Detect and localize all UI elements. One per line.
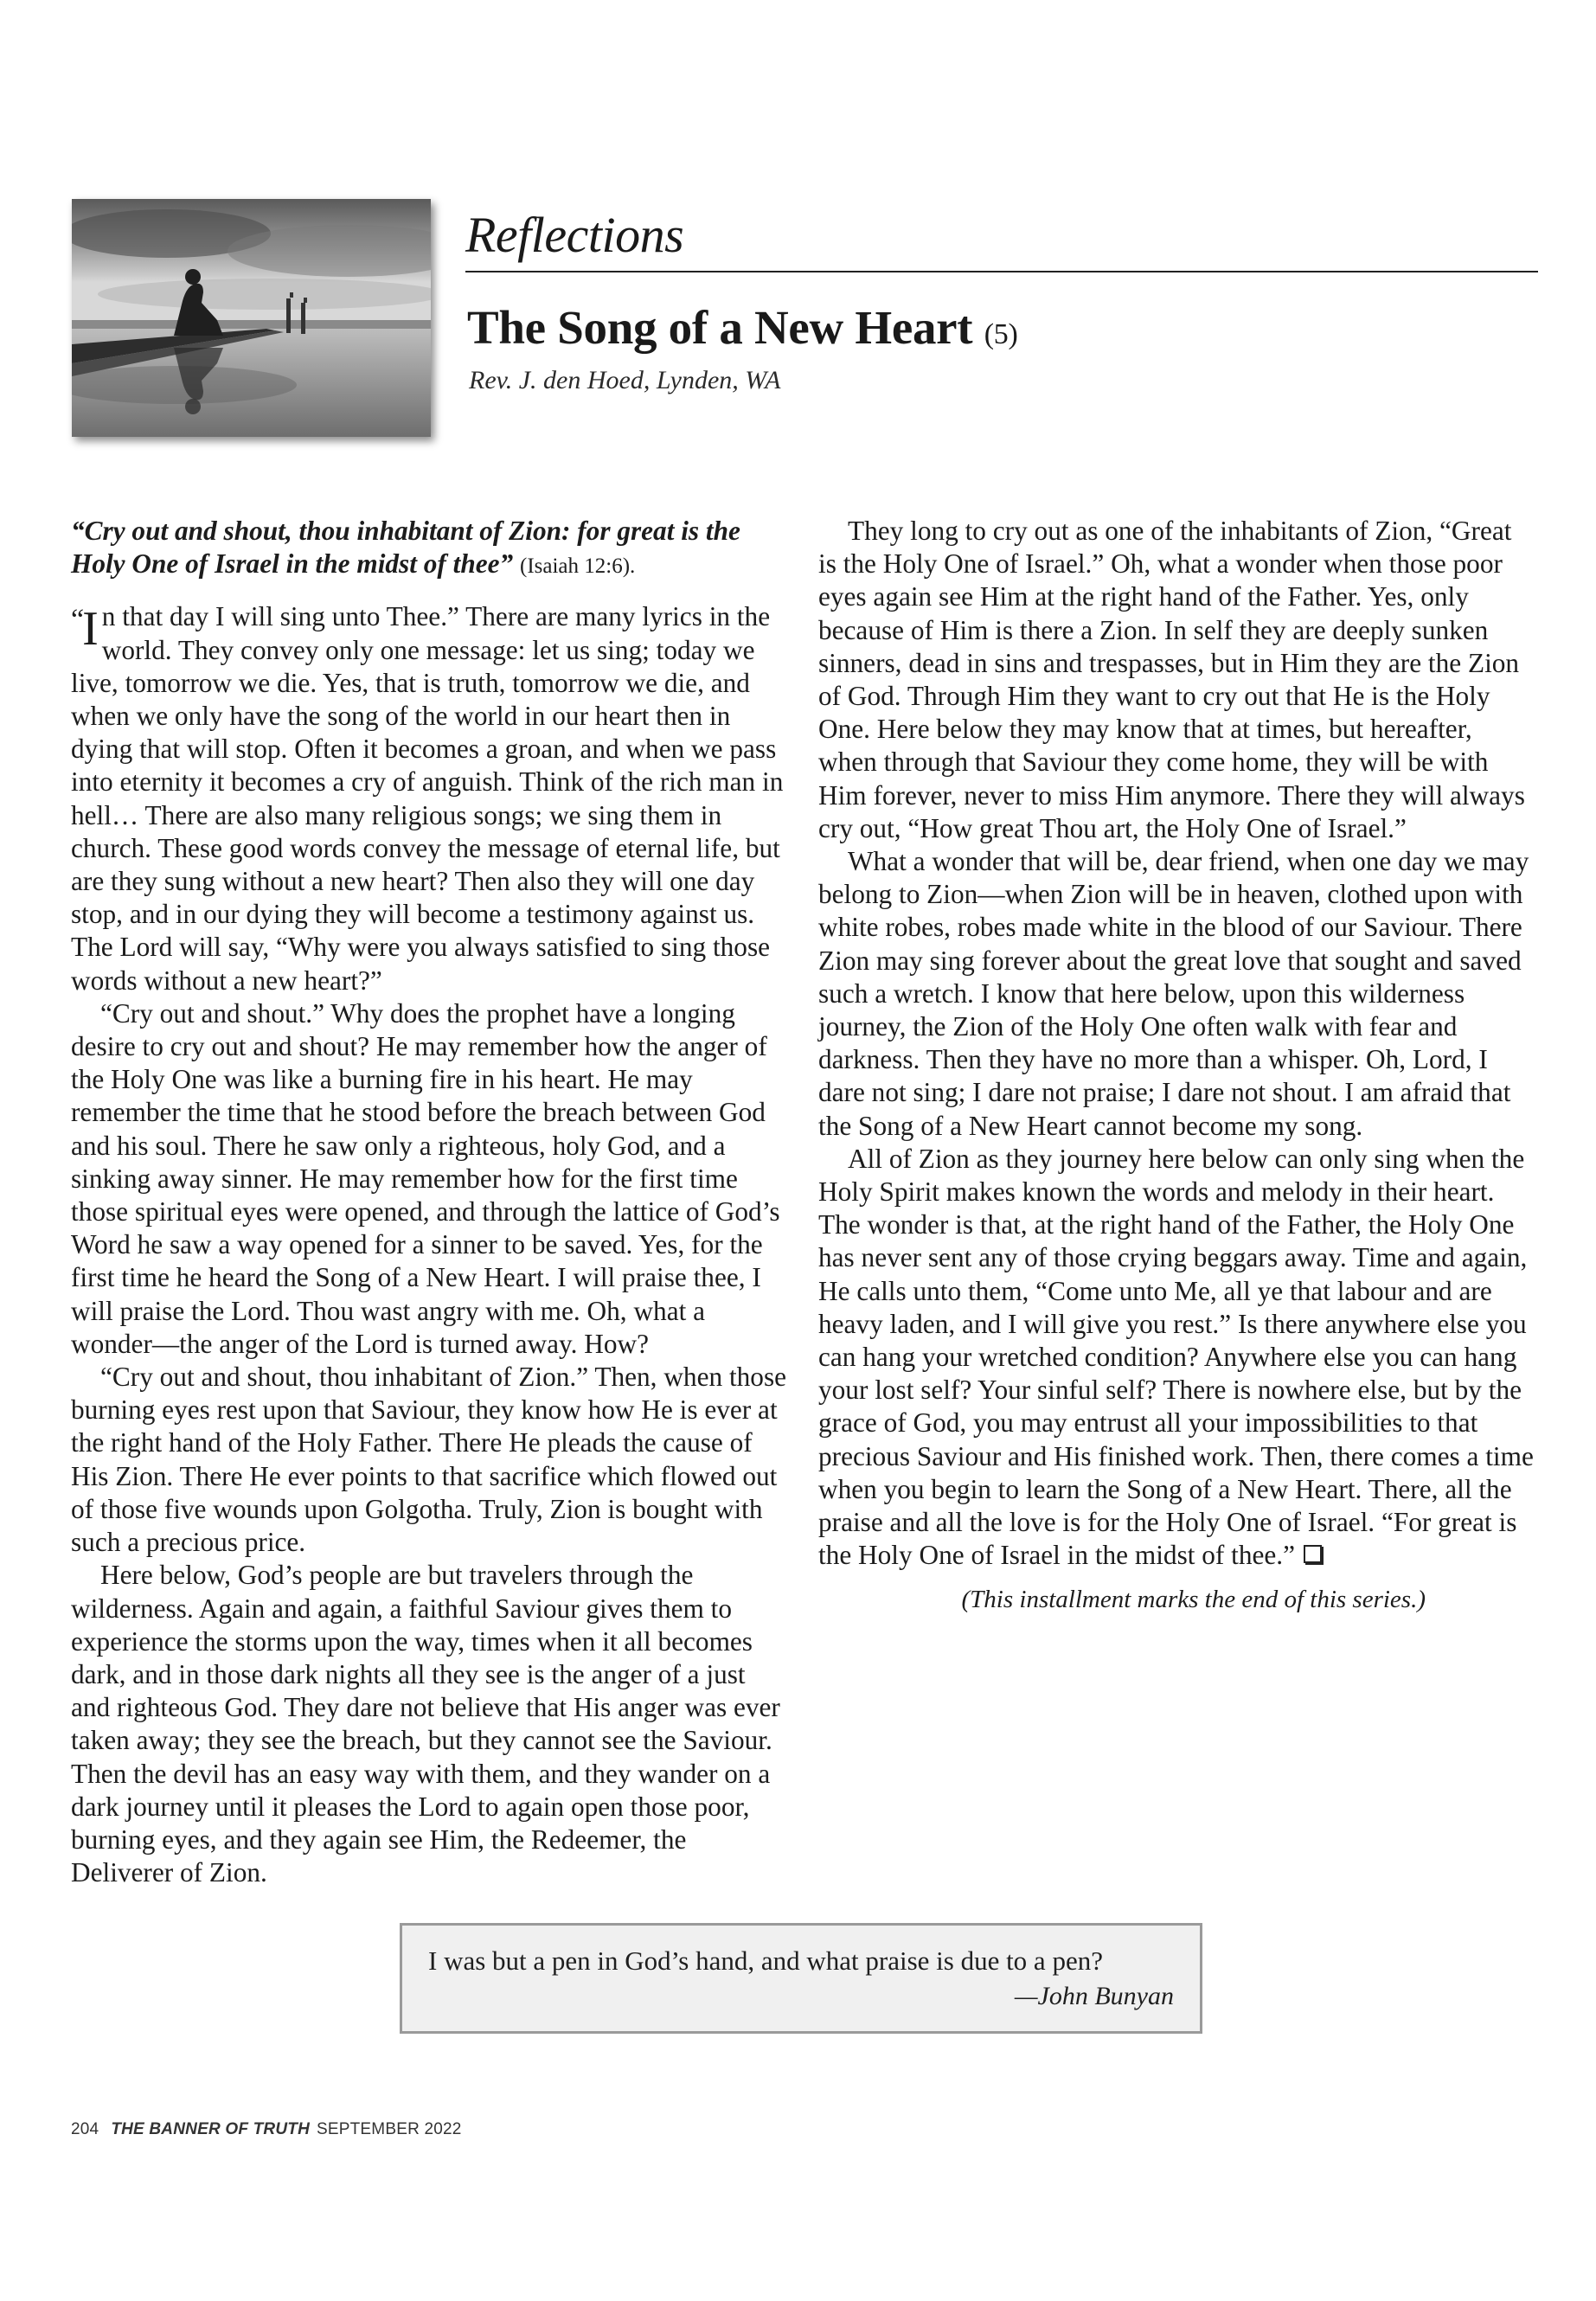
epigraph <box>71 515 789 583</box>
end-mark-icon <box>1304 1545 1322 1563</box>
paragraph-7 <box>818 1143 1536 1573</box>
paragraph-7-text: All of Zion as they journey here below can only sing when the Holy Spirit makes known the words and melody in their heart. The wonder is that, at the right hand of the Father, the Holy One has never sent any of those crying beggars away. Time and again, He calls unto them, “Come unto Me, all ye that labour and are heavy laden, and I will give you rest.” Is there anywhere else you can hang your wretched condition? Anywhere else you can hang your lost self? Your sinful self? There is nowhere else, but by the grace of God, you may entrust all your impossibilities to that precious Saviour and His finished work. Then, there comes a time when you begin to learn the Song of a New Heart. There, all the praise and all the love is for the Holy One of Israel. “For great is the Holy One of Israel in the midst of thee.” <box>818 1143 1534 1571</box>
epigraph-reference: (Isaiah 12:6). <box>520 554 636 579</box>
series-note: (This installment marks the end of this series.) <box>961 1585 1426 1613</box>
paragraph-6: What a wonder that will be, dear friend, when one day we may belong to Zion—when Zion will be in heaven, clothed upon with white robes, robes made white in the blood of our Saviour. There Zion may sing forever about the great love that sought and saved such a wretch. I know that here below, upon this wilderness journey, the Zion of the Holy One often walk with fear and darkness. Then they have no more than a whisper. Oh, Lord, I dare not sing; I dare not praise; I dare not shout. I am afraid that the Song of a New Heart cannot become my song. <box>818 846 1529 1141</box>
drop-cap: “I <box>71 602 99 657</box>
article-author: Rev. J. den Hoed, Lynden, WA <box>469 366 781 394</box>
paragraph-4: Here below, God’s people are but travelers through the wilderness. Again and again, a faithful Saviour gives them to experience the storms upon the way, times when it all becomes dark, and in those dark nights all they see is the anger of a just and righteous God. They dare not believe that His anger was ever taken away; they see the breach, but they cannot see the Saviour. Then the devil has an easy way with them, and they wander on a dark journey until it pleases the Lord to again open those poor, burning eyes, and they again see Him, the Redeemer, the Deliverer of Zion. <box>71 1560 780 1888</box>
page-number: 204 <box>71 2120 99 2138</box>
paragraph-1 <box>71 600 789 997</box>
article-title <box>467 300 1018 355</box>
pull-quote-text: I was but a pen in God’s hand, and what praise is due to a pen? <box>428 1945 1103 1976</box>
publication-name: THE BANNER OF TRUTH <box>111 2120 310 2138</box>
title-text: The Song of a New Heart <box>467 301 973 354</box>
pull-quote-box <box>400 1923 1202 2034</box>
paragraph-5: They long to cry out as one of the inhabitants of Zion, “Great is the Holy One of Israel.” Oh, what a wonder when those poor eyes again see Him at the right hand of the Father. Yes, only because of Him is there a Zion. In self they are deeply sunken sinners, dead in sins and trespasses, but in Him they are the Zion of God. Through Him they want to cry out that He is the Holy One. Here below they may know that at times, but hereafter, when through that Saviour they come home, they will be with Him forever, never to miss Him anymore. There they will always cry out, “How great Thou art, the Holy One of Israel.” <box>818 516 1525 843</box>
column-right <box>818 515 1536 1616</box>
pull-quote-attribution: —John Bunyan <box>1014 1982 1174 2010</box>
paragraph-3: “Cry out and shout, thou inhabitant of Zion.” Then, when those burning eyes rest upon that Saviour, they know how He is ever at the right hand of the Holy Father. There He pleads the cause of His Zion. There He ever points to that sacrifice which flowed out of those five wounds upon Golgotha. Truly, Zion is bought with such a precious price. <box>71 1362 787 1558</box>
issue-date: SEPTEMBER 2022 <box>317 2120 462 2138</box>
photo-man-sitting-on-pier-reflection <box>72 199 431 437</box>
paragraph-1-text: n that day I will sing unto Thee.” There are many lyrics in the world. They convey only one message: let us sing; today we live, tomorrow we die. Yes, that is truth, tomorrow we die, and when we only have the song of the world in our heart then in dying that will stop. Often it becomes a groan, and when we pass into eternity it becomes a cry of anguish. Think of the rich man in hell… There are also many religious songs; we sing them in church. These good words convey the message of eternal life, but are they sung without a new heart? Then also they will one day stop, and in our dying they will become a testimony against us. The Lord will say, “Why were you always satisfied to sing those words without a new heart?” <box>71 601 784 996</box>
paragraph-2: “Cry out and shout.” Why does the prophet have a longing desire to cry out and shout? He may remember how the anger of the Holy One was like a burning fire in his heart. He may remember the time that he stood before the breach between God and his soul. There he saw only a righteous, holy God, and a sinking away sinner. He may remember how for the first time those spiritual eyes were opened, and through the lattice of God’s Word he saw a way opened for a sinner to be saved. Yes, for the first time he heard the Song of a New Heart. I will praise thee, I will praise the Lord. Thou wast angry with me. Oh, what a wonder—the anger of the Lord is turned away. How? <box>71 997 780 1359</box>
page-footer <box>71 2120 462 2139</box>
column-left <box>71 515 789 1889</box>
epigraph-text: “Cry out and shout, thou inhabitant of Zion: for great is the Holy One of Israel in the midst of thee” <box>71 516 740 580</box>
section-label: Reflections <box>465 207 684 263</box>
header-photo <box>72 199 431 437</box>
part-number: (5) <box>984 318 1018 350</box>
section-divider <box>465 271 1538 272</box>
